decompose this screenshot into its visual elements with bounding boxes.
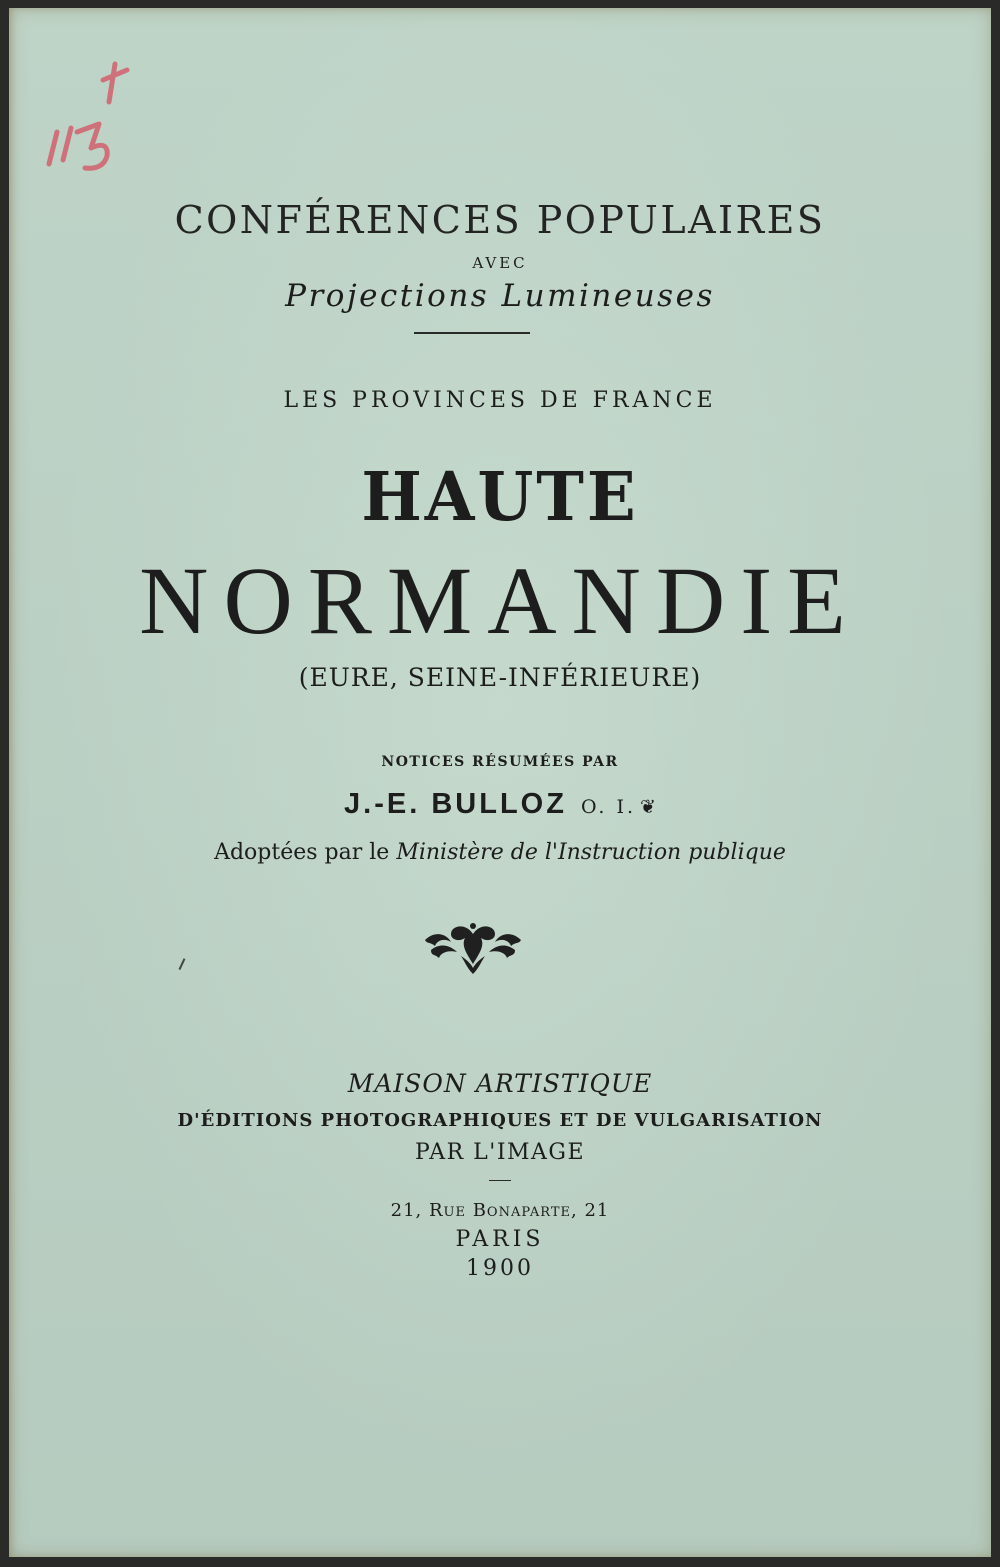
shelfmark-annotation <box>29 44 139 184</box>
series-connector: AVEC <box>472 254 528 272</box>
publisher-name: MAISON ARTISTIQUE <box>347 1069 653 1098</box>
author-name: J.-E. BULLOZ <box>344 788 567 820</box>
short-divider <box>489 1180 511 1181</box>
stray-mark <box>179 958 185 970</box>
series-subtitle: Projections Lumineuses <box>285 278 715 314</box>
publisher-city: PARIS <box>455 1227 545 1252</box>
notices-credit: NOTICES RÉSUMÉES PAR <box>381 754 619 770</box>
academic-palms-icon: ❦ <box>640 796 656 818</box>
ministry-name: Ministère de l'Instruction publique <box>396 840 786 865</box>
adoption-line <box>9 840 991 865</box>
divider-rule <box>414 332 530 334</box>
main-title-line2: NORMANDIE <box>139 547 861 654</box>
main-title-line1: HAUTE <box>361 458 639 537</box>
publication-year: 1900 <box>466 1256 534 1281</box>
publisher-line3: PAR L'IMAGE <box>414 1140 586 1165</box>
publisher-address: 21, Rue Bonaparte, 21 <box>390 1200 610 1221</box>
title-page <box>9 8 991 1557</box>
publisher-line2: D'ÉDITIONS PHOTOGRAPHIQUES ET DE VULGARISATION <box>177 1110 823 1131</box>
author-line <box>9 786 991 821</box>
collection-title: LES PROVINCES DE FRANCE <box>283 388 717 413</box>
fleuron-ornament-icon <box>421 920 525 976</box>
departments-subtitle: (EURE, SEINE-INFÉRIEURE) <box>298 663 702 692</box>
author-honours: O. I. <box>580 796 637 818</box>
adoption-prefix: Adoptées par le <box>214 840 390 865</box>
series-title: CONFÉRENCES POPULAIRES <box>174 198 826 242</box>
